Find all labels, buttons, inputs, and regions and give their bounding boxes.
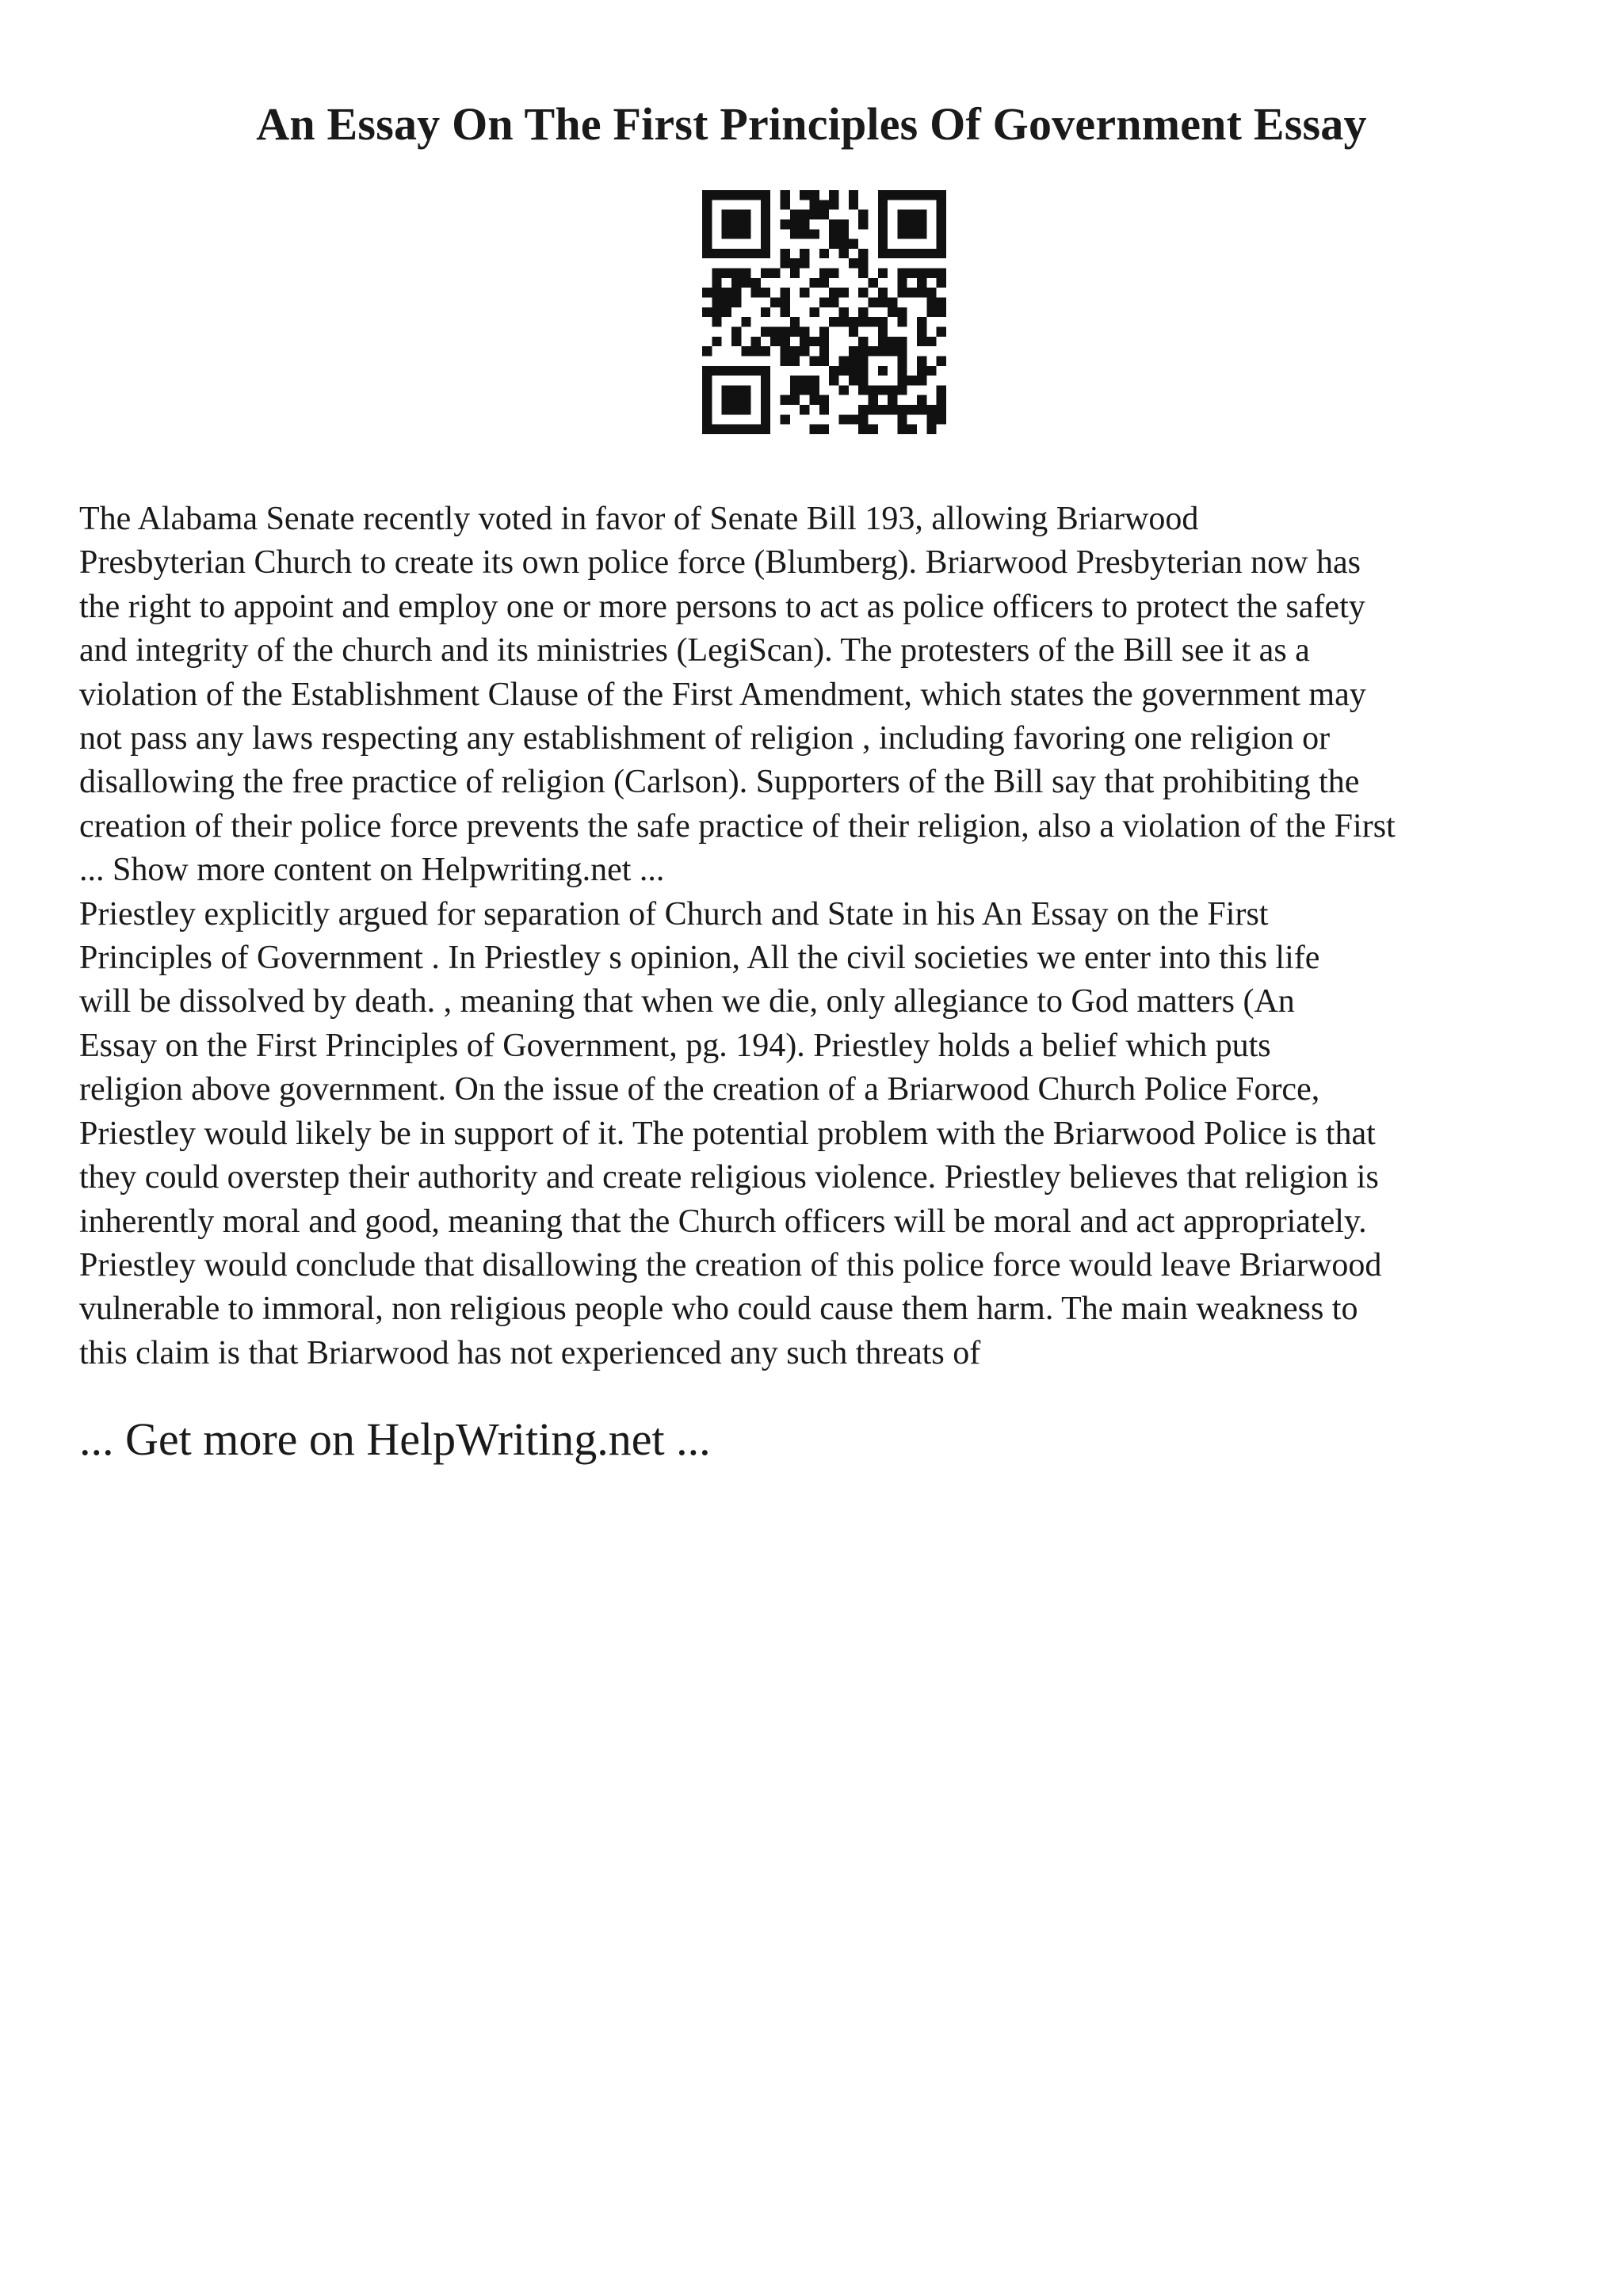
body-line: Essay on the First Principles of Government, pg. 194). Priestley holds a belief which puts — [79, 1027, 1271, 1064]
body-line: Principles of Government . In Priestley s opinion, All the civil societies we enter into this life — [79, 940, 1320, 977]
body-line: inherently moral and good, meaning that the Church officers will be moral and act appropriately. — [79, 1203, 1367, 1240]
body-line: creation of their police force prevents the safe practice of their religion, also a violation of the First — [79, 807, 1396, 845]
body-line: not pass any laws respecting any establishment of religion , including favoring one religion or — [79, 720, 1331, 757]
body-line: vulnerable to immoral, non religious people who could cause them harm. The main weakness to — [79, 1291, 1358, 1328]
show-more-link[interactable]: ... Show more content on Helpwriting.net ... — [79, 852, 665, 889]
body-line: and integrity of the church and its ministries (LegiScan). The protesters of the Bill see it as a — [79, 632, 1310, 669]
body-line: Presbyterian Church to create its own police force (Blumberg). Briarwood Presbyterian now has — [79, 544, 1361, 582]
body-line: will be dissolved by death. , meaning that when we die, only allegiance to God matters (An — [79, 983, 1295, 1020]
body-line: Priestley would likely be in support of it. The potential problem with the Briarwood Police is that — [79, 1115, 1376, 1152]
body-line: Priestley would conclude that disallowing the creation of this police force would leave Briarwood — [79, 1246, 1382, 1283]
body-line: this claim is that Briarwood has not experienced any such threats of — [79, 1334, 981, 1371]
get-more-link[interactable]: ... Get more on HelpWriting.net ... — [79, 1413, 711, 1465]
body-line: they could overstep their authority and create religious violence. Priestley believes that religion is — [79, 1159, 1379, 1196]
document-title: An Essay On The First Principles Of Government Essay — [256, 98, 1367, 150]
body-line: The Alabama Senate recently voted in favor of Senate Bill 193, allowing Briarwood — [79, 501, 1199, 537]
body-line: Priestley explicitly argued for separation of Church and State in his An Essay on the First — [79, 895, 1269, 933]
qr-code-icon — [702, 190, 946, 434]
body-line: violation of the Establishment Clause of the First Amendment, which states the government may — [79, 676, 1366, 713]
essay-body — [79, 498, 1577, 1375]
body-line: disallowing the free practice of religion (Carlson). Supporters of the Bill say that prohibiting the — [79, 764, 1360, 801]
body-line: religion above government. On the issue of the creation of a Briarwood Church Police Force, — [79, 1071, 1320, 1108]
body-line: the right to appoint and employ one or more persons to act as police officers to protect the safety — [79, 588, 1365, 625]
